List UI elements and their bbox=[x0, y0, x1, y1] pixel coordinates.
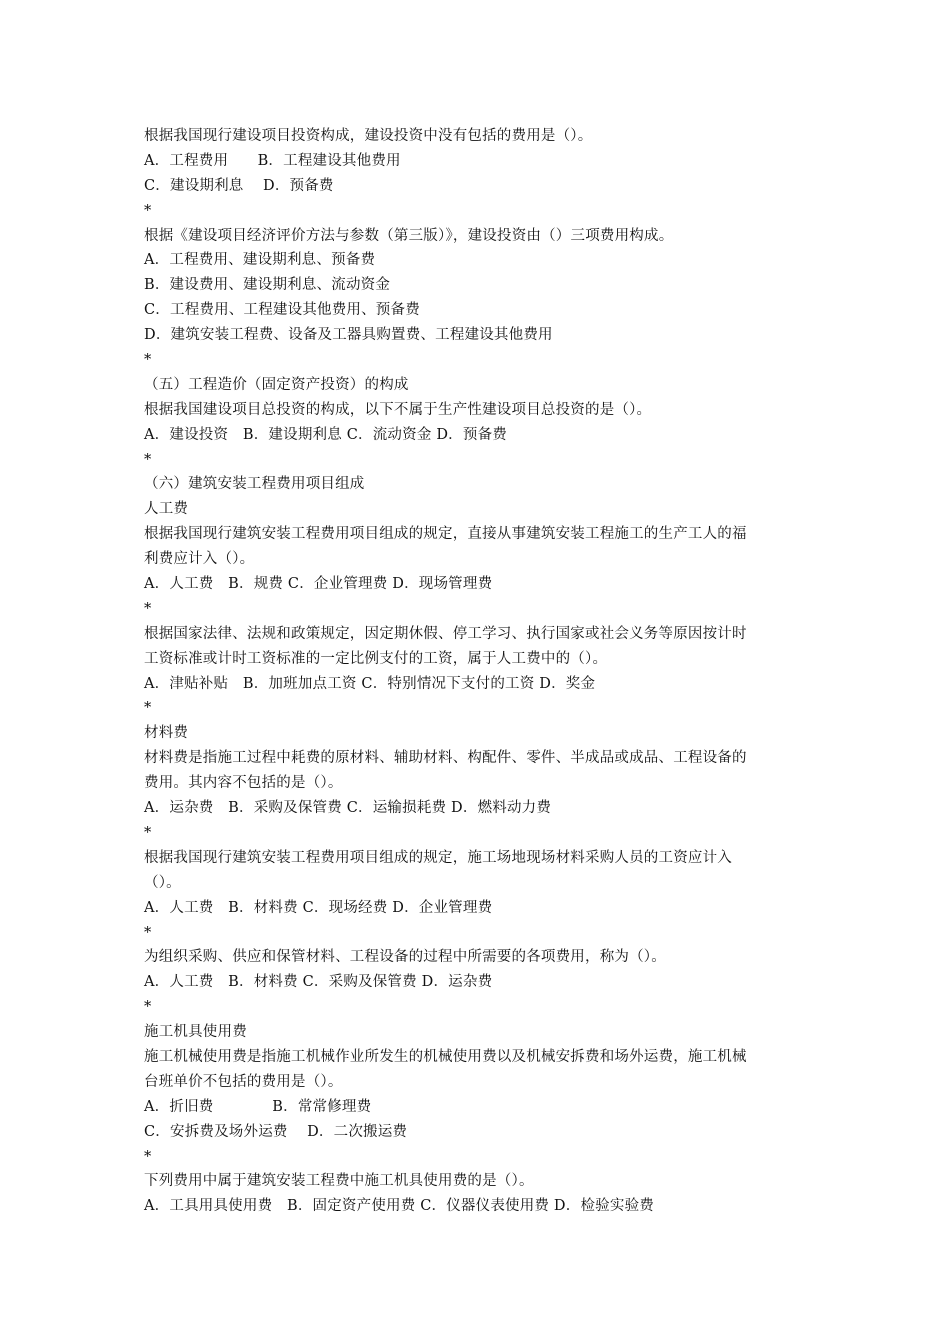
text-line: D．建筑安装工程费、设备及工器具购置费、工程建设其他费用 bbox=[144, 327, 553, 344]
text-line: * bbox=[144, 924, 152, 941]
text-line: （六）建筑安装工程费用项目组成 bbox=[144, 476, 365, 493]
text-line: C．建设期利息 D．预备费 bbox=[144, 177, 334, 194]
text-line: B．建设费用、建设期利息、流动资金 bbox=[144, 277, 391, 294]
text-line: 下列费用中属于建筑安装工程费中施工机具使用费的是（）。 bbox=[144, 1173, 534, 1190]
text-line: 施工机械使用费是指施工机械作业所发生的机械使用费以及机械安拆费和场外运费，施工机械 bbox=[144, 1048, 747, 1065]
text-line: 根据我国现行建筑安装工程费用项目组成的规定，施工场地现场材料采购人员的工资应计入 bbox=[144, 849, 732, 866]
text-line: 材料费是指施工过程中耗费的原材料、辅助材料、构配件、零件、半成品或成品、工程设备的 bbox=[144, 750, 747, 767]
text-line: 人工费 bbox=[144, 501, 189, 518]
text-line: 根据国家法律、法规和政策规定，因定期休假、停工学习、执行国家或社会义务等原因按计时 bbox=[144, 625, 747, 642]
text-line: 根据我国现行建设项目投资构成，建设投资中没有包括的费用是（）。 bbox=[144, 128, 593, 144]
text-line: 根据我国现行建筑安装工程费用项目组成的规定，直接从事建筑安装工程施工的生产工人的福 bbox=[144, 526, 747, 543]
text-line: 材料费 bbox=[144, 725, 189, 742]
text-line: A．人工费 B．材料费 C．现场经费 D．企业管理费 bbox=[144, 899, 493, 916]
text-line: A．工具用具使用费 B．固定资产使用费 C．仪器仪表使用费 D．检验实验费 bbox=[144, 1198, 654, 1215]
text-line: * bbox=[144, 700, 152, 717]
text-line: C．工程费用、工程建设其他费用、预备费 bbox=[144, 302, 420, 319]
text-line: 根据我国建设项目总投资的构成，以下不属于生产性建设项目总投资的是（）。 bbox=[144, 401, 652, 418]
text-line: A．折旧费 B．常常修理费 bbox=[144, 1098, 372, 1115]
text-line: 利费应计入（）。 bbox=[144, 551, 255, 568]
text-line: （五）工程造价（固定资产投资）的构成 bbox=[144, 376, 409, 393]
text-line: A．建设投资 B．建设期利息 C．流动资金 D．预备费 bbox=[144, 426, 507, 443]
text-line: A．人工费 B．规费 C．企业管理费 D．现场管理费 bbox=[144, 576, 493, 593]
text-line: 根据《建设项目经济评价方法与参数（第三版）》，建设投资由（）三项费用构成。 bbox=[144, 227, 674, 244]
text-line: A．津贴补贴 B．加班加点工资 C．特别情况下支付的工资 D．奖金 bbox=[144, 675, 596, 692]
text-line: * bbox=[144, 202, 152, 219]
text-line: 为组织采购、供应和保管材料、工程设备的过程中所需要的各项费用，称为（）。 bbox=[144, 949, 666, 966]
text-line: * bbox=[144, 999, 152, 1016]
text-line: 台班单价不包括的费用是（）。 bbox=[144, 1073, 343, 1090]
text-line: 施工机具使用费 bbox=[144, 1024, 247, 1041]
text-line: * bbox=[144, 600, 152, 617]
text-line: A．工程费用、建设期利息、预备费 bbox=[144, 252, 376, 269]
text-line: 工资标准或计时工资标准的一定比例支付的工资，属于人工费中的（）。 bbox=[144, 650, 608, 667]
text-line: * bbox=[144, 824, 152, 841]
text-line: * bbox=[144, 451, 152, 468]
document-body bbox=[144, 124, 814, 1219]
text-line: 费用。其内容不包括的是（）。 bbox=[144, 775, 343, 792]
text-line: * bbox=[144, 352, 152, 369]
text-line: A．运杂费 B．采购及保管费 C．运输损耗费 D．燃料动力费 bbox=[144, 800, 552, 817]
text-line: （）。 bbox=[144, 874, 181, 891]
text-line: A．人工费 B．材料费 C．采购及保管费 D．运杂费 bbox=[144, 974, 493, 991]
text-line: * bbox=[144, 1148, 152, 1165]
text-line: A．工程费用 B．工程建设其他费用 bbox=[144, 152, 401, 169]
text-line: C．安拆费及场外运费 D．二次搬运费 bbox=[144, 1123, 408, 1140]
